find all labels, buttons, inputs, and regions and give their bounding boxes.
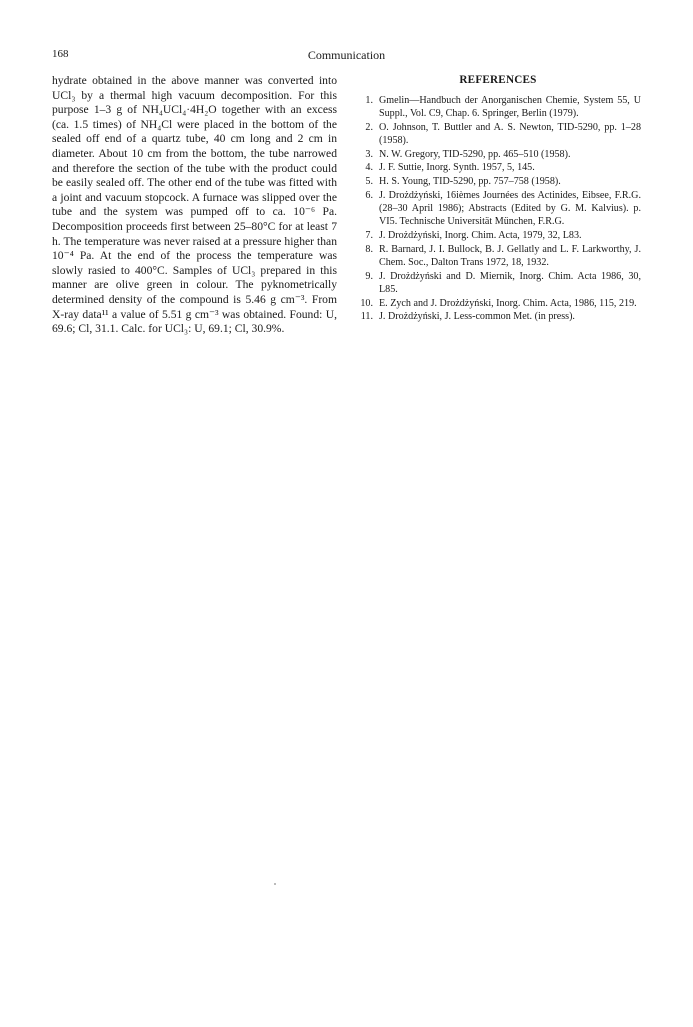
reference-item — [355, 311, 641, 324]
reference-text: H. S. Young, TID-5290, pp. 757–758 (1958). — [379, 176, 561, 188]
scan-speck — [274, 883, 276, 885]
references-heading: REFERENCES — [459, 74, 537, 86]
reference-text: O. Johnson, T. Buttler and A. S. Newton, TID-5290, pp. 1–28 (1958). — [379, 121, 641, 146]
reference-number: 5. — [365, 176, 373, 188]
body-text-column — [52, 74, 337, 337]
body-paragraph: hydrate obtained in the above manner was converted into UCl₃ by a thermal high vacuum decomposition. For this purpose 1–3 g of NH₄UCl₄·4H₂O together with an excess (ca. 1.5 times) of NH₄Cl were placed in the bottom of the sealed off end of a quartz tube, 40 cm long and 2 cm in diameter. About 10 cm from the bottom, the tube narrowed and therefore the section of the tube with the product could be easily sealed off. The other end of the tube was fitted with a joint and vacuum stopcock. A furnace was slipped over the tube and the system was pumped off to ca. 10⁻⁶ Pa. Decomposition proceeds first between 25–80°C for at least 7 h. The temperature was never raised at a pressure higher than 10⁻⁴ Pa. At the end of the process the temperature was slowly rasied to 400°C. Samples of UCl₃ prepared in this manner are olive green in colour. The pyknometrically determined density of the compound is 5.46 g cm⁻³. From X-ray data¹¹ a value of 5.51 g cm⁻³ was obtained. Found: U, 69.6; Cl, 31.1. Calc. for UCl₃: U, 69.1; Cl, 30.9%. — [52, 74, 337, 336]
reference-item — [355, 190, 641, 229]
reference-item — [355, 230, 641, 243]
reference-text: J. Drożdżyński, Inorg. Chim. Acta, 1979, 32, L83. — [379, 229, 582, 241]
reference-number: 11. — [360, 311, 373, 323]
page-number: 168 — [52, 48, 69, 60]
reference-item — [355, 298, 641, 311]
reference-text: R. Barnard, J. I. Bullock, B. J. Gellatly and L. F. Larkworthy, J. Chem. Soc., Dalton Trans 1972, 18, 1932. — [379, 243, 641, 268]
reference-item — [355, 176, 641, 189]
reference-number: 10. — [360, 297, 373, 309]
reference-text: J. F. Suttie, Inorg. Synth. 1957, 5, 145. — [379, 162, 535, 174]
running-head: Communication — [307, 48, 386, 62]
reference-item — [355, 149, 641, 162]
reference-text: J. Drożdżyński, J. Less-common Met. (in press). — [379, 311, 575, 323]
reference-number: 1. — [365, 94, 373, 106]
reference-number: 7. — [365, 229, 373, 241]
reference-number: 8. — [365, 243, 373, 255]
reference-item — [355, 122, 641, 148]
reference-text: N. W. Gregory, TID-5290, pp. 465–510 (1958). — [379, 148, 571, 160]
reference-text: Gmelin—Handbuch der Anorganischen Chemie, System 55, U Suppl., Vol. C9, Chap. 6. Springer, Berlin (1979). — [379, 94, 641, 119]
reference-item — [355, 271, 641, 297]
reference-number: 3. — [365, 148, 373, 160]
references-section — [355, 74, 641, 325]
reference-item — [355, 162, 641, 175]
reference-number: 2. — [365, 121, 373, 133]
reference-number: 9. — [365, 270, 373, 282]
reference-number: 4. — [365, 162, 373, 174]
reference-text: J. Drożdżyński, 16ièmes Journées des Actinides, Eibsee, F.R.G. (28–30 April 1986); Abstracts (Edited by G. M. Kalvius). p. VI5. Technische Universität München, F.R.G. — [379, 190, 641, 228]
reference-item — [355, 244, 641, 270]
reference-text: J. Drożdżyński and D. Miernik, Inorg. Chim. Acta 1986, 30, L85. — [379, 270, 641, 295]
reference-list — [355, 95, 641, 324]
reference-item — [355, 95, 641, 121]
reference-number: 6. — [365, 190, 373, 202]
reference-text: E. Zych and J. Drożdżyński, Inorg. Chim. Acta, 1986, 115, 219. — [379, 297, 637, 309]
